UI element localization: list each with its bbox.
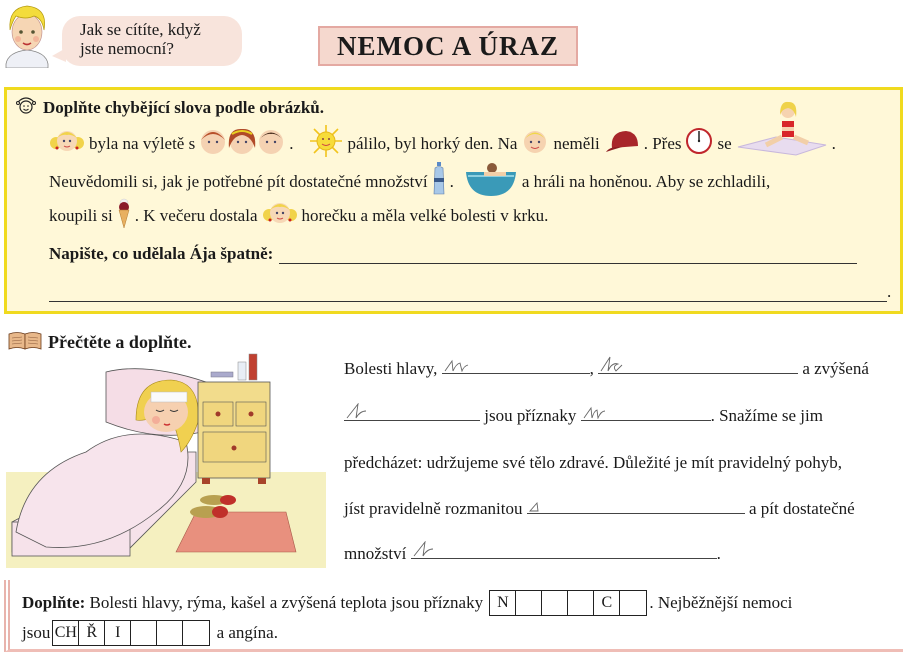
cells-text: a angína. [216, 623, 278, 642]
letter-cell[interactable] [131, 621, 157, 645]
cells-text: jsou [22, 623, 51, 642]
letter-cell[interactable]: CH [53, 621, 79, 645]
blank-1[interactable] [442, 358, 590, 374]
story-text: Neuvědomili si, jak je potřebné pít dostatečné množství [49, 171, 428, 191]
letter-cell[interactable]: C [594, 591, 620, 615]
read-text: jsou příznaky [484, 406, 577, 425]
handwriting-hint-n-icon [583, 405, 609, 419]
exercise-fill-cells [4, 580, 903, 652]
blank-3[interactable] [344, 405, 480, 421]
story-text: se [717, 133, 732, 153]
word-cells-2 [52, 620, 210, 646]
story-text: neměli [553, 133, 600, 153]
story-line-2 [49, 162, 770, 201]
letter-cell[interactable]: I [105, 621, 131, 645]
girl-aja-icon [262, 198, 298, 233]
read-text: a zvýšená [802, 359, 869, 378]
answer-row-2 [49, 282, 891, 302]
exercise2-heading: Přečtěte a doplňte. [48, 332, 192, 352]
read-text: a pít dostatečné [748, 499, 855, 518]
letter-cell[interactable]: N [490, 591, 516, 615]
story-text: . [831, 133, 836, 153]
blank-5[interactable] [527, 498, 745, 514]
read-line-1 [344, 358, 869, 379]
cells-text: Bolesti hlavy, rýma, kašel a zvýšená teplota jsou příznaky [89, 593, 484, 612]
read-line-2 [344, 405, 823, 426]
question-row [49, 244, 857, 264]
handwriting-hint-s-icon [529, 500, 543, 512]
teacher-avatar [2, 2, 52, 68]
boy-icon [521, 127, 549, 160]
story-text: horečku a měla velké bolesti v krku. [301, 205, 549, 225]
question-label: Napište, co udělala Ája špatně: [49, 244, 274, 263]
story-text: a hráli na honěnou. Aby se zchladili, [521, 171, 771, 191]
sunbathing-girl-icon [736, 125, 828, 162]
read-line-4 [344, 498, 855, 519]
read-text: předcházet: udržujeme své tělo zdravé. Důležité je mít pravidelný pohyb, [344, 453, 842, 472]
story-text: koupili si [49, 205, 113, 225]
letter-cell[interactable] [542, 591, 568, 615]
handwriting-hint-k-icon [600, 356, 626, 372]
handwriting-hint-t-icon [413, 541, 439, 557]
sun-icon [309, 124, 343, 163]
blank-6[interactable] [411, 543, 717, 559]
read-text: . [716, 544, 721, 563]
page-title: NEMOC A ÚRAZ [318, 26, 578, 66]
exercise-heading-row [15, 94, 324, 121]
water-bottle-icon [432, 162, 446, 201]
story-line-3 [49, 198, 548, 233]
answer-line-1[interactable] [279, 250, 857, 264]
cells-line-1 [22, 590, 792, 616]
letter-cell[interactable] [157, 621, 183, 645]
read-line-5 [344, 543, 721, 564]
read-text: množství [344, 544, 407, 563]
ice-cream-icon [117, 198, 131, 233]
read-text: Bolesti hlavy, [344, 359, 438, 378]
letter-cell[interactable] [568, 591, 594, 615]
speech-bubble-line-2: jste nemocní? [80, 39, 174, 58]
read-line-3 [344, 453, 842, 473]
blank-4[interactable] [581, 405, 711, 421]
cells-line-2 [22, 620, 278, 646]
story-text: . K večeru dostala [134, 205, 258, 225]
swimmer-icon [464, 162, 518, 201]
read-text: . Snažíme se jim [710, 406, 823, 425]
speech-bubble-line-1: Jak se cítíte, když [80, 20, 201, 39]
answer-line-2[interactable] [49, 288, 887, 302]
story-text: . Přes [643, 133, 682, 153]
handwriting-hint-r-icon [444, 358, 470, 372]
story-line-1 [49, 124, 836, 163]
letter-cell[interactable] [183, 621, 209, 645]
exercise-fill-by-pictures [4, 87, 903, 314]
letter-cell[interactable] [516, 591, 542, 615]
sick-girl-in-bed-illustration [6, 352, 326, 568]
exercise-heading: Doplňte chybějící slova podle obrázků. [43, 97, 324, 117]
story-text: pálilo, byl horký den. Na [347, 133, 518, 153]
red-cap-icon [604, 128, 640, 159]
story-text: . [449, 171, 454, 191]
letter-cell[interactable]: Ř [79, 621, 105, 645]
letter-cell[interactable] [620, 591, 646, 615]
read-text: , [589, 359, 594, 378]
read-text: jíst pravidelně rozmanitou [344, 499, 523, 518]
story-text: . [289, 133, 294, 153]
period: . [887, 282, 892, 301]
exercise3-label: Doplňte: [22, 593, 86, 612]
story-text: byla na výletě s [89, 133, 196, 153]
clock-icon [685, 127, 713, 160]
speech-bubble [62, 16, 242, 66]
handwriting-hint-t-icon [346, 403, 372, 419]
cells-text: . Nejběžnější nemoci [649, 593, 793, 612]
word-cells-1 [489, 590, 647, 616]
jester-face-icon [15, 94, 37, 121]
blank-2[interactable] [598, 358, 798, 374]
girl-aja-icon [49, 126, 85, 161]
three-children-icon [199, 126, 285, 161]
